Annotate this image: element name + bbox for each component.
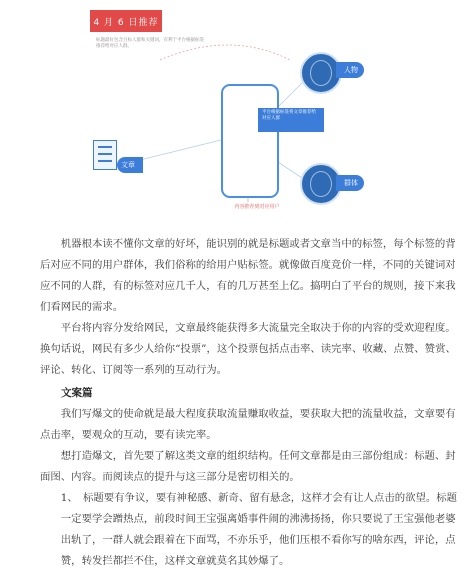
paragraph: 机器根本读不懂你文章的好坏，能识别的就是标题或者文章当中的标签，每个标签的背后对应不同的用户群体，我们俗称的给用户贴标签。就像做百度竞价一样，不同的关键词对应不同的人群，有的标签对应几千人，有的几万甚至上亿。搞明白了平台的规则，接下来我们看网民的需求。 [40, 238, 456, 313]
bottom-label: 内容推荐到对应用户 [234, 204, 280, 210]
article-body [40, 234, 460, 572]
document-icon [93, 140, 117, 170]
section-title: 文案篇 [61, 387, 93, 399]
paragraph: 平台将内容分发给网民，文章最终能获得多大流量完全取决于你的内容的受欢迎程度。换句话说，网民有多少人给你“投票”，这个投票包括点击率、读完率、收藏、点赞、赞赏、评论、转化、订阅等一系列的互动行为。 [40, 322, 456, 376]
speech-bubble: 平台根据标签将文章推荐给对应人群 [258, 108, 324, 132]
phone-icon [221, 84, 279, 198]
content-distribution-diagram [0, 0, 469, 235]
crowd-label: 群体 [336, 175, 364, 191]
top-badge: 4 月 6 日推荐 [90, 10, 162, 32]
people-label: 人物 [336, 62, 364, 78]
document-label: 文章 [117, 157, 143, 173]
paragraph: 我们写爆文的使命就是最大程度获取流量赚取收益，要获取大把的流量收益，文章要有点击率，要观众的互动，要有读完率。 [40, 408, 456, 441]
diagram-caption: 标题最好包含目标人群和关键词，有利于平台根据标签推荐给对应人群。 [96, 38, 204, 49]
paragraph: 想打造爆文，首先要了解这类文章的组织结构。任何文章都是由三部份组成：标题、封面图、内容。而阅读点的提升与这三部分是密切相关的。 [40, 450, 456, 483]
list-item: 1、 标题要有争议，要有神秘感、新奇、留有悬念，这样才会有让人点击的欲望。标题一定要学会蹭热点，前段时间王宝强离婚事件闹的沸沸扬扬，你只要说了王宝强他老婆出轨了，一群人就会跟着在下面骂，不亦乐乎，他们压根不看你写的啥东西，评论，点赞，转发拦都拦不住，这样文章就莫名其妙爆了。 [60, 492, 458, 567]
